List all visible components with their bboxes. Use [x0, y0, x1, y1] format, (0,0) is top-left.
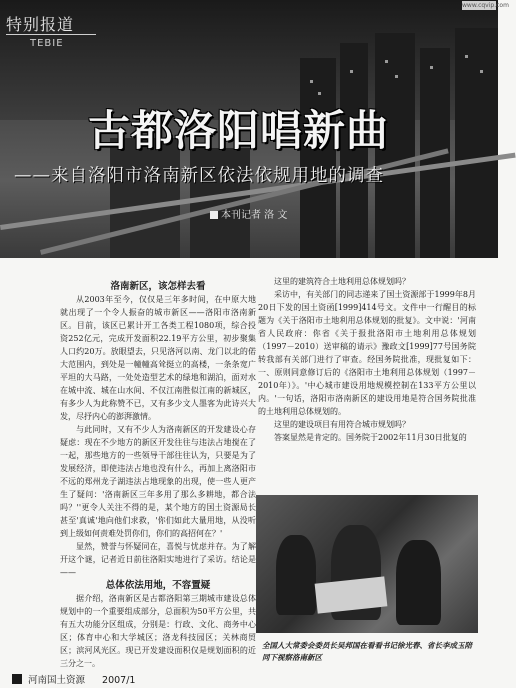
footer-marker	[12, 674, 22, 684]
inspection-photo	[256, 495, 478, 633]
paragraph: 显然，赞誉与怀疑同在，喜悦与忧虑并存。为了解开这个谜，记者近日前往洛阳实地进行了采访。结论是——	[60, 542, 256, 577]
subtitle: ——来自洛阳市洛南新区依法依规用地的调查	[14, 166, 384, 186]
watermark: www.cqvip.com	[462, 2, 509, 9]
paragraph: 答案显然是肯定的。国务院于2002年11月30日批复的	[274, 433, 467, 442]
building	[300, 58, 336, 258]
main-title: 古都洛阳唱新曲	[88, 106, 390, 155]
footer	[28, 672, 135, 686]
left-column	[60, 280, 256, 670]
paragraph: 从2003年至今，仅仅是三年多时间，在中原大地就出现了一个令人振奋的城市新区——洛阳市洛南新区。目前，该区已累计开工各类工程1080项，综合投资252亿元，完成开发面积22.19平方公里，初步聚集人口约20万。放眼望去，只见洛河以南、龙门以北的偌大范围内，到处是一幢幢高耸挺立的高楼，一条条宽广平坦的大马路，一处处造型艺术的绿地和湖泊，面对水在城中流、城在山水间、不仅江南胜似江南的新城区，有多少人为此称赞不已，又有多少文人墨客为此诗兴大发，尽抒内心的澎湃激情。	[60, 295, 256, 421]
column-tag: 特别报道	[6, 15, 75, 34]
right-column	[258, 275, 476, 444]
building	[455, 28, 498, 258]
hero-photo	[0, 0, 509, 258]
paragraph: 与此同时，又有不少人为洛南新区的开发建设心存疑虑：现在不少地方的新区开发往往与违法占地搅在了一起，那些地方的一些领导干部往往认为，只要是为了发展经济，即使违法占地也没有什么，再加上离洛阳市不远的郑州龙子湖违法占地现象的出现，使一些人更产生了疑问：'洛南新区三年多用了那么多耕地，都合法吗？''更令人关注不得的是，某个地方的国土资源局长甚至'真诚'地向他们求救，'你们如此大量用地，从没听到上级如何责难处罚你们，你们的高招何在？'	[60, 425, 256, 538]
photo-caption: 全国人大常委会委员长吴邦国在看看书记徐光春、省长李成玉陪同下视察洛南新区	[262, 641, 472, 662]
issue-number: 2007/1	[102, 675, 136, 686]
paragraph: 采访中，有关部门的同志递来了国土资源部于1999年8月20日下发的国土资函[1999]414号文。文件中一行醒目的标题为《关于洛阳市土地利用总体规划的批复》。文中说：'河南省人民政府：你省《关于报批洛阳市土地利用总体规划（1997－2010）送审稿的请示》豫政文[1999]77号国务院转我部有关部门进行了审查。经国务院批准，现批复如下：一、原则同意修订后的《洛阳市土地利用总体规划（1997－2010年）》。'中心城市建设用地规模控制在133平方公里以内。'一句话，洛阳市洛南新区的建设用地是符合国务院批准的土地利用总体规划的。	[258, 290, 476, 416]
divider	[6, 34, 96, 35]
byline	[210, 206, 287, 221]
magazine-name: 河南国土资源	[28, 675, 86, 686]
paragraph: 这里的建设项目有用符合城市规划吗？	[274, 420, 410, 429]
paragraph: 据介绍，洛南新区是古都洛阳第三期城市建设总体规划中的一个重要组成部分，总面积为50平方公里，共有五大功能分区组成，分别是：行政、文化、商务中心区；体育中心和大学城区；洛龙科技园区；关林商贸区；滨河风光区。现已开发建设面积仅是规划面积的近三分之一。	[60, 594, 256, 668]
byline-text: 本刊记者 洛 文	[221, 210, 288, 221]
paragraph: 这里的建筑符合土地利用总体规划吗？	[274, 277, 410, 286]
section-title: 洛南新区，该怎样去看	[110, 281, 206, 292]
column-tag-sub: TEBIE	[30, 38, 64, 49]
square-icon	[210, 211, 218, 219]
section-title: 总体依法用地，不容置疑	[105, 580, 211, 591]
